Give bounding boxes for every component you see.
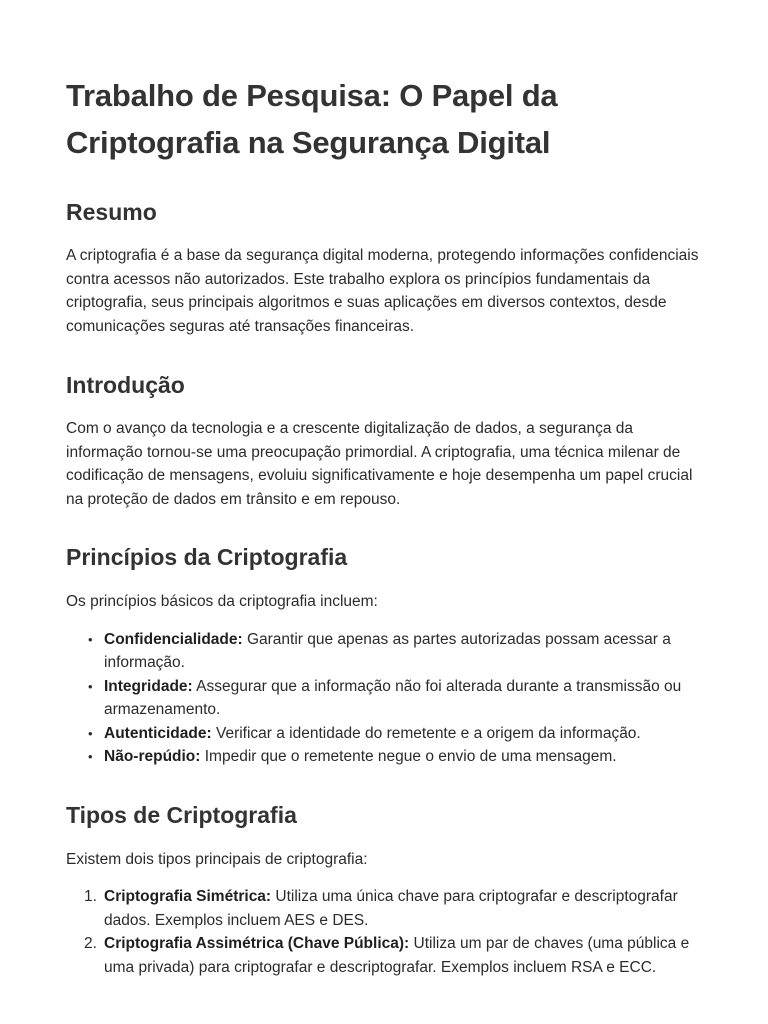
types-list [66,885,702,979]
bullet-icon: • [88,678,93,694]
section-heading-introducao: Introdução [66,372,185,398]
list-item [66,675,702,722]
list-item [66,745,702,769]
bullet-icon: • [88,749,93,764]
list-item-desc: Utiliza um par de chaves (uma pública e uma privada) para criptografar e descriptografar. Exemplos incluem RSA e ECC. [104,935,690,976]
list-item-desc: Verificar a identidade do remetente e a origem da informação. [211,724,641,742]
list-item-term: Confidencialidade: [104,630,243,648]
list-item-term: Não-repúdio: [104,748,201,765]
list-item-term: Criptografia Simétrica: [104,888,272,905]
section-heading-principios: Princípios da Criptografia [66,544,348,570]
section-intro-principios: Os princípios básicos da criptografia incluem: [66,593,378,610]
list-item-term: Autenticidade: [104,724,212,742]
list-item-desc: Assegurar que a informação não foi alterada durante a transmissão ou armazenamento. [104,677,682,718]
list-item [66,932,702,979]
list-item-desc: Utiliza uma única chave para criptografar e descriptografar dados. Exemplos incluem AES e DES. [104,888,678,929]
list-item-desc: Garantir que apenas as partes autorizadas possam acessar a informação. [104,630,671,671]
list-item-desc: Impedir que o remetente negue o envio de uma mensagem. [200,748,617,765]
section-heading-resumo: Resumo [66,199,157,225]
list-item [66,628,702,675]
bullet-icon: • [88,725,93,741]
section-text-introducao: Com o avanço da tecnologia e a crescente digitalização de dados, a segurança da informação tornou-se uma preocupação primordial. A criptografia, uma técnica milenar de codificação de mensagens, evoluiu significativamente e hoje desempenha um papel crucial na proteção de dados em trânsito e em repouso. [66,420,693,508]
bullet-icon: • [88,631,93,647]
list-item-term: Criptografia Assimétrica (Chave Pública): [104,935,410,952]
section-text-resumo: A criptografia é a base da segurança digital moderna, protegendo informações confidenciais contra acessos não autorizados. Este trabalho explora os princípios fundamentais da criptografia, seus principais algoritmos e suas aplicações em diversos contextos, desde comunicações seguras até transações financeiras. [66,247,699,335]
section-intro-tipos: Existem dois tipos principais de criptografia: [66,850,368,868]
document-title: Trabalho de Pesquisa: O Papel da Criptografia na Segurança Digital [66,78,558,160]
list-item-number: 2. [84,935,97,952]
list-item-term: Integridade: [104,677,193,695]
list-item-number: 1. [84,888,97,905]
list-item [66,722,702,746]
list-item [66,885,702,932]
principles-list [66,628,702,769]
section-heading-tipos: Tipos de Criptografia [66,801,297,828]
